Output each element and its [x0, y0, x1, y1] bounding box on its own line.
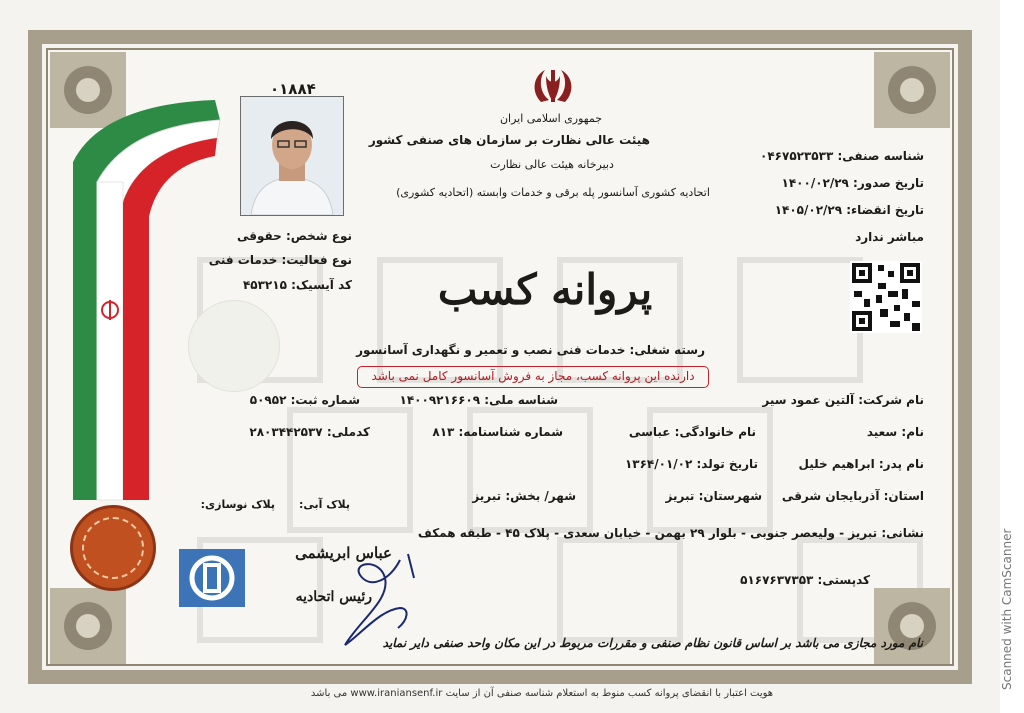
- renovation-plate: پلاک نوسازی:: [200, 498, 275, 511]
- expiry-date: تاریخ انقضاء: ۱۴۰۵/۰۲/۲۹: [774, 203, 924, 217]
- faint-stamp: [188, 300, 280, 392]
- scanner-watermark: Scanned with CamScanner: [1000, 528, 1014, 690]
- corner-ornament-icon: [48, 586, 128, 666]
- holder-photo: [240, 96, 344, 216]
- id-number: شماره شناسنامه: ۸۱۳: [432, 425, 563, 439]
- signatory-title: رئیس اتحادیه: [295, 589, 372, 605]
- isic-code: کد آیسیک: ۴۵۳۲۱۵: [242, 278, 352, 292]
- father-name: نام پدر: ابراهیم خلیل: [798, 457, 924, 471]
- union-logo-icon: [175, 545, 249, 611]
- national-code: کدملی: ۲۸۰۳۴۴۲۵۳۷: [249, 425, 370, 439]
- iran-emblem-icon: [531, 66, 575, 106]
- business-field: رسته شغلی: خدمات فنی نصب و تعمیر و نگهداری آسانسور: [356, 343, 705, 357]
- issue-date: تاریخ صدور: ۱۴۰۰/۰۲/۲۹: [781, 176, 924, 190]
- person-type: نوع شخص: حقوقی: [236, 229, 352, 243]
- blue-plate: پلاک آبی:: [298, 498, 350, 511]
- county: شهرستان: تبریز: [665, 489, 762, 503]
- activity-type: نوع فعالیت: خدمات فنی: [208, 253, 352, 267]
- qr-code-icon: [850, 261, 922, 333]
- province: استان: آذربایجان شرقی: [781, 489, 924, 503]
- sale-restriction-note: دارنده این پروانه کسب، مجاز به فروش آسانسور کامل نمی باشد: [357, 366, 709, 388]
- header-secretariat: دبیرخانه هیئت عالی نظارت: [490, 158, 614, 171]
- city: شهر/ بخش: تبریز: [472, 489, 576, 503]
- footer-note: نام مورد مجازی می باشد بر اساس قانون نظام صنفی و مقررات مربوط در این مکان واحد صنفی دایر نماید: [382, 636, 923, 650]
- address: نشانی: تبریز - ولیعصر جنوبی - بلوار ۲۹ بهمن - خیابان سعدی - پلاک ۴۵ - طبقه همکف: [417, 526, 924, 540]
- first-name: نام: سعید: [866, 425, 924, 439]
- postal-code: کدپستی: ۵۱۶۷۶۳۷۳۵۳: [740, 573, 870, 587]
- registration-number: شماره ثبت: ۵۰۹۵۲: [249, 393, 360, 407]
- header-republic: جمهوری اسلامی ایران: [499, 112, 602, 125]
- last-name: نام خانوادگی: عباسی: [628, 425, 756, 439]
- page-title: پروانه کسب: [437, 265, 653, 314]
- seal-ring: [82, 517, 144, 579]
- signatory-name: عباس ابریشمی: [295, 544, 392, 562]
- person-photo-icon: [241, 97, 343, 215]
- manager: مباشر ندارد: [855, 230, 924, 244]
- corner-ornament-icon: [872, 586, 952, 666]
- header-union: اتحادیه کشوری آسانسور پله برقی و خدمات وابسته (اتحادیه کشوری): [396, 186, 710, 199]
- company-name: نام شرکت: آلتین عمود سیر: [762, 393, 924, 407]
- iran-flag-ribbon: [65, 92, 225, 512]
- serial-number: ۰۱۸۸۴: [270, 80, 316, 98]
- guild-id: شناسه صنفی: ۰۴۶۷۵۲۳۵۳۳: [760, 149, 924, 163]
- national-id: شناسه ملی: ۱۴۰۰۹۲۱۶۶۰۹: [399, 393, 558, 407]
- birth-date: تاریخ تولد: ۱۳۶۴/۰۱/۰۲: [624, 457, 758, 471]
- header-supervision-board: هیئت عالی نظارت بر سازمان های صنفی کشور: [368, 133, 650, 147]
- verification-note: هویت اعتبار با انقضای پروانه کسب منوط به استعلام شناسه صنفی آن از سایت www.iraniansenf.ir می باشد: [310, 688, 774, 699]
- corner-ornament-icon: [872, 50, 952, 130]
